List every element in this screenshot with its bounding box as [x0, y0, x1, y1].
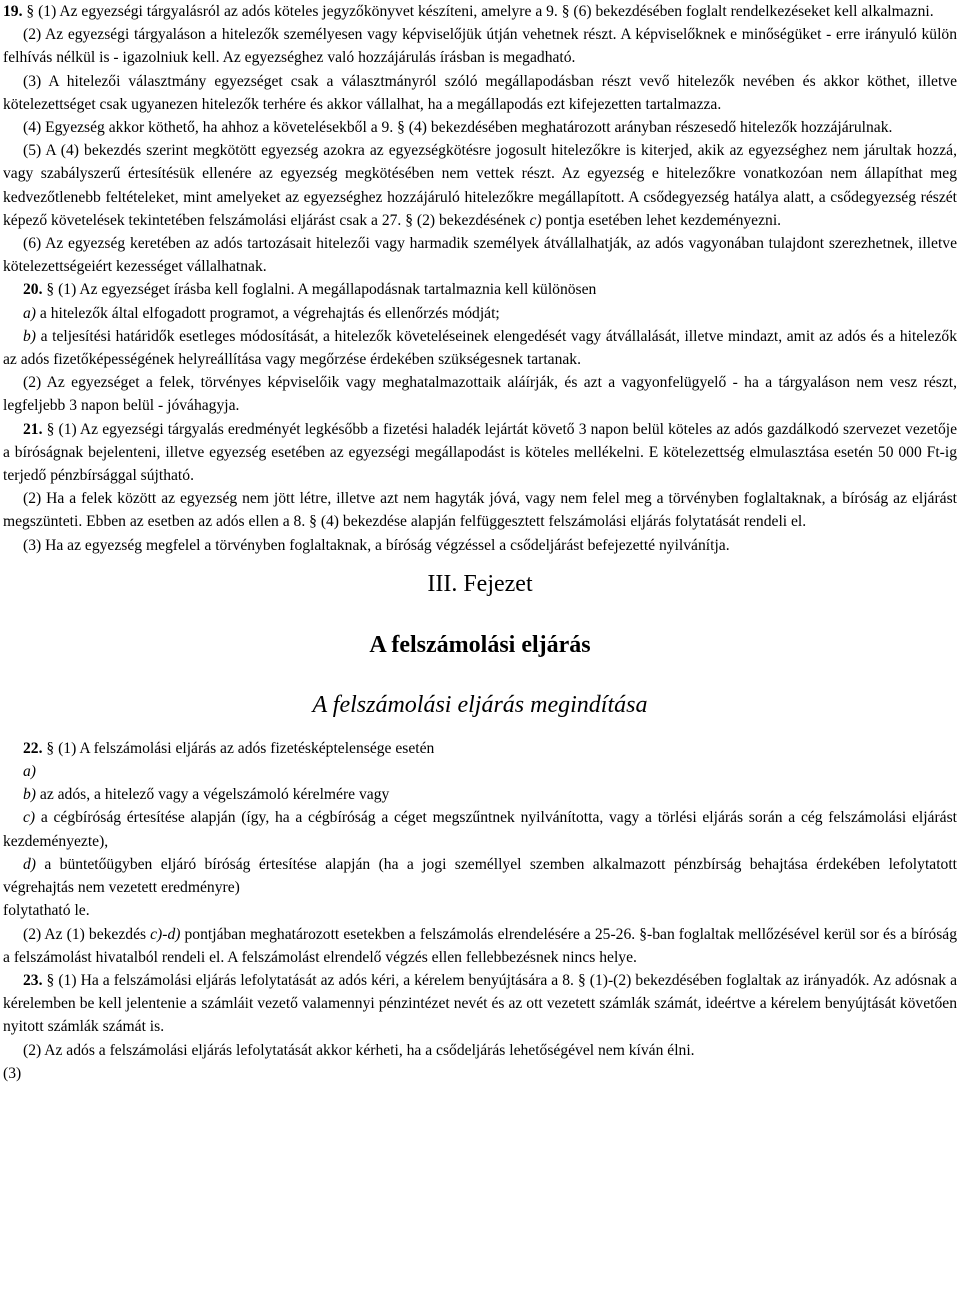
paragraph-20-b: [3, 325, 957, 371]
paragraph-21-2: (2) Ha a felek között az egyezség nem jött létre, illetve azt nem hagyták jóvá, vagy nem felel meg a törvényben foglaltaknak, a bíróság az eljárást megszünteti. Ebben az esetben az adós ellen a 8. § (4) bekezdése alapján felfüggesztett felszámolási eljárás folytatását rendeli el.: [3, 490, 957, 531]
paragraph-22-d: [3, 853, 957, 899]
paragraph-text: a teljesítési határidők esetleges módosítását, a hitelezők követeléseinek elengedését vagy átvállalását, illetve mindazt, amit az adós és a hitelezők az adós fizetőképességének helyreállítása vagy megőrzése érdekében szükségesnek tartanak.: [3, 327, 957, 369]
section-number: 20.: [23, 281, 43, 299]
paragraph-22-c: [3, 806, 957, 852]
paragraph-23-2: (2) Az adós a felszámolási eljárás lefolytatását akkor kérheti, ha a csődeljárás lehetőségével nem kíván élni.: [23, 1041, 695, 1059]
paragraph-text: az adós, a hitelező vagy a végelszámoló kérelmére vagy: [36, 786, 390, 804]
paragraph-20-2: (2) Az egyezséget a felek, törvényes képviselőik vagy meghatalmazottaik aláírják, és azt a vagyonfelügyelő - ha a tárgyaláson nem vesz részt, legfeljebb 3 napon belül - jóváhagyja.: [3, 374, 957, 415]
paragraph-20-a: [3, 302, 957, 325]
paragraph-text: pontjában meghatározott esetekben a felszámolás elrendelésére a 25-26. §-ban foglaltak mellőzésével kerül sor és a bíróság a felszámolást hivatalból rendeli el. A felszámolást elrendelő végzés ellen fellebbezésnek nincs helye.: [3, 925, 957, 966]
paragraph-20-1: [3, 278, 957, 301]
paragraph-19-4: (4) Egyezség akkor köthető, ha ahhoz a követelésekből a 9. § (4) bekezdésében meghatározott arányban részesedő hitelezők hozzájárulnak.: [23, 119, 893, 137]
paragraph-19-3: (3) A hitelezői választmány egyezséget csak a választmányról szóló megállapodásban részt vevő hitelezők nevében és akkor köthet, illetve kötelezettséget csak ugyanezen hitelezők terhére és akkor vállalhat, ha a megállapodás ezt kifejezetten tartalmazza.: [3, 72, 957, 113]
part-title: A felszámolási eljárás: [369, 631, 591, 658]
point-label: c): [23, 809, 36, 827]
paragraph-23-1: [3, 969, 957, 1039]
paragraph-19-5: [3, 139, 957, 232]
paragraph-text: a hitelezők által elfogadott programot, a végrehajtás és ellenőrzés módját;: [36, 304, 500, 322]
paragraph-22-b: [3, 783, 957, 806]
paragraph-text: a büntetőügyben eljáró bíróság értesítése alapján (ha a jogi személlyel szemben alkalmazott pénzbírság behajtása érdekében lefolytatott végrehajtás nem vezetett eredményre): [3, 855, 957, 897]
paragraph-22-closing: folytatható le.: [3, 902, 90, 920]
point-label: a): [23, 304, 36, 322]
point-label: a): [23, 763, 36, 781]
paragraph-text: a cégbíróság értesítése alapján (így, ha a cégbíróság a céget megszűntnek nyilvánította, vagy a törlési eljárás során a cég felszámolási eljárást kezdeményezte),: [3, 809, 957, 850]
paragraph-text: § (1) Az egyezségi tárgyalásról az adós köteles jegyzőkönyvet készíteni, amelyre a 9. § (6) bekezdésében foglalt rendelkezéseket kell alkalmazni.: [22, 3, 934, 20]
paragraph-text: § (1) A felszámolási eljárás az adós fizetésképtelensége esetén: [42, 739, 435, 757]
paragraph-text: (5) A (4) bekezdés szerint megkötött egyezség azokra az egyezségkötésre jogosult hitelezőkre is kiterjed, akik az egyezséghez nem járultak hozzá, vagy szabályszerű értesítésük ellenére az egyezség megkötésében nem vettek részt. Az egyezség e hitelezőkre vonatkozóan nem állapíthat meg kedvezőtlenebb feltételeket, mint amelyeket az egyezséghez hozzájáruló hitelezőkre megállapított. A csődegyezség hatálya alatt, a csődegyezség részét képező követelések tekintetében felszámolási eljárást csak a 27. § (2) bekezdésének: [3, 142, 957, 229]
point-label: c): [529, 211, 542, 229]
point-label: b): [23, 786, 36, 804]
paragraph-text: (2) Az (1) bekezdés: [23, 925, 151, 943]
paragraph-22-1: [3, 737, 957, 760]
section-number: 23.: [23, 971, 43, 989]
point-label: b): [23, 327, 36, 345]
section-title: A felszámolási eljárás megindítása: [312, 691, 648, 718]
paragraph-19-6: (6) Az egyezség keretében az adós tartozásait hitelezői vagy harmadik személyek átvállalhatják, az adós vagyonában tulajdont szerezhetnek, illetve kötelezettségeiért kezességet vállalhatnak.: [3, 235, 957, 276]
paragraph-text: § (1) Ha a felszámolási eljárás lefolytatását az adós kéri, a kérelem benyújtására a 8. § (1)-(2) bekezdésében foglaltak az irányadók. Az adósnak a kérelemben be kell jelentenie a számláit vezető valamennyi pénzintézet nevét és az ott vezetett számlák számát, ideértve a kérelem benyújtását követően nyitott számlák számát is.: [3, 971, 957, 1036]
paragraph-23-3: (3): [3, 1064, 22, 1082]
paragraph-22-a: [3, 760, 957, 783]
point-label: d): [23, 855, 36, 873]
chapter-heading: III. Fejezet: [427, 570, 533, 597]
point-label: c)-d): [150, 925, 181, 943]
paragraph-21-3: (3) Ha az egyezség megfelel a törvényben foglaltaknak, a bíróság végzéssel a csődeljárást befejezetté nyilvánítja.: [23, 536, 730, 554]
section-number: 19.: [3, 3, 23, 20]
paragraph-19-2: (2) Az egyezségi tárgyaláson a hitelezők személyesen vagy képviselőjük útján vehetnek részt. A képviselőknek e minőségüket - erre irányuló külön felhívás nélkül is - igazolniuk kell. Az egyezséghez való hozzájárulás írásban is megadható.: [3, 26, 957, 67]
paragraph-19-1: [3, 0, 957, 23]
section-number: 21.: [23, 420, 43, 438]
paragraph-21-1: [3, 418, 957, 488]
paragraph-text: § (1) Az egyezséget írásba kell foglalni. A megállapodásnak tartalmaznia kell különösen: [42, 281, 597, 299]
paragraph-22-2: [3, 923, 957, 969]
section-number: 22.: [23, 739, 43, 757]
paragraph-text: pontja esetében lehet kezdeményezni.: [541, 211, 782, 229]
paragraph-text: § (1) Az egyezségi tárgyalás eredményét legkésőbb a fizetési haladék lejártát követő 3 napon belül köteles az adós gazdálkodó szervezet vezetője a bíróságnak bejelenteni, illetve egyezség esetében az egyezségi megállapodást is köteles mellékelni. E kötelezettség elmulasztása esetén 50 000 Ft-ig terjedő pénzbírsággal sújtható.: [3, 420, 957, 485]
